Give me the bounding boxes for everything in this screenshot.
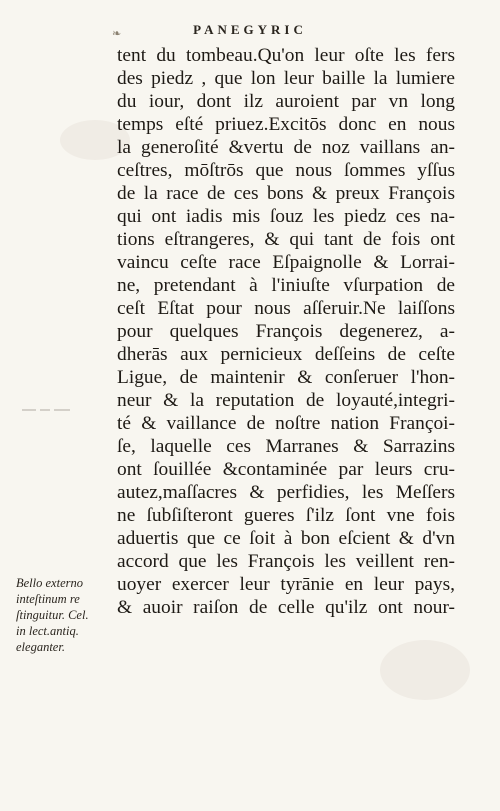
text-line: ceſt Eſtat pour nous aſſeruir.Ne laiſſons — [117, 298, 455, 319]
text-line: & auoir raiſon de celle qu'ilz ont nour- — [117, 597, 455, 618]
marginal-note-line: eleganter. — [16, 640, 65, 654]
text-line: pour quelques François degenerez, a- — [117, 321, 455, 342]
show-through-mark — [22, 404, 72, 416]
text-line: qui ont iadis mis ſouz les piedz ces na- — [117, 206, 455, 227]
text-line: tions eſtrangeres, & qui tant de fois ont — [117, 229, 455, 250]
text-line: aduertis que ce ſoit à bon eſcient & d'vn — [117, 528, 455, 549]
marginal-note-line: inteſtinum re — [16, 592, 80, 606]
text-line: des piedz , que lon leur baille la lumiere — [117, 68, 455, 89]
text-line: accord que les François les veillent ren- — [117, 551, 455, 572]
text-line: temps eſté priuez.Excitōs donc en nous — [117, 114, 455, 135]
text-line: ſe, laquelle ces Marranes & Sarrazins — [117, 436, 455, 457]
text-line: tent du tombeau.Qu'on leur oſte les fers — [117, 45, 455, 66]
text-line: la generoſité &vertu de noz vaillans an- — [117, 137, 455, 158]
paper-stain — [380, 640, 470, 700]
text-line: du iour, dont ilz auroient par vn long — [117, 91, 455, 112]
text-line: ne ſubſiſteront gueres ſ'ilz ſont vne fois — [117, 505, 455, 526]
text-line: autez,maſſacres & perfidies, les Meſſers — [117, 482, 455, 503]
text-line: ne, pretendant à l'iniuſte vſurpation de — [117, 275, 455, 296]
text-line: neur & la reputation de loyauté,integri- — [117, 390, 455, 411]
text-line: de la race de ces bons & preux François — [117, 183, 455, 204]
head-ornament-icon: ❧ — [112, 27, 122, 40]
marginal-note-line: Bello externo — [16, 576, 83, 590]
text-line: té & vaillance de noſtre nation Françoi- — [117, 413, 455, 434]
marginal-note-line: in lect.antiq. — [16, 624, 79, 638]
running-head: PANEGYRIC — [193, 22, 307, 37]
text-line: ceſtres, mōſtrōs que nous ſommes yſſus — [117, 160, 455, 181]
marginal-note-line: ſtinguitur. Cel. — [16, 608, 89, 622]
marginal-note — [16, 575, 120, 655]
body-text — [117, 44, 455, 619]
text-line: uoyer exercer leur tyrānie en leur pays, — [117, 574, 455, 595]
text-line: dherās aux pernicieux deſſeins de ceſte — [117, 344, 455, 365]
text-line: Ligue, de maintenir & conſeruer l'hon- — [117, 367, 455, 388]
text-line: vaincu ceſte race Eſpaignolle & Lorrai- — [117, 252, 455, 273]
text-line: ont ſouillée &contaminée par leurs cru- — [117, 459, 455, 480]
